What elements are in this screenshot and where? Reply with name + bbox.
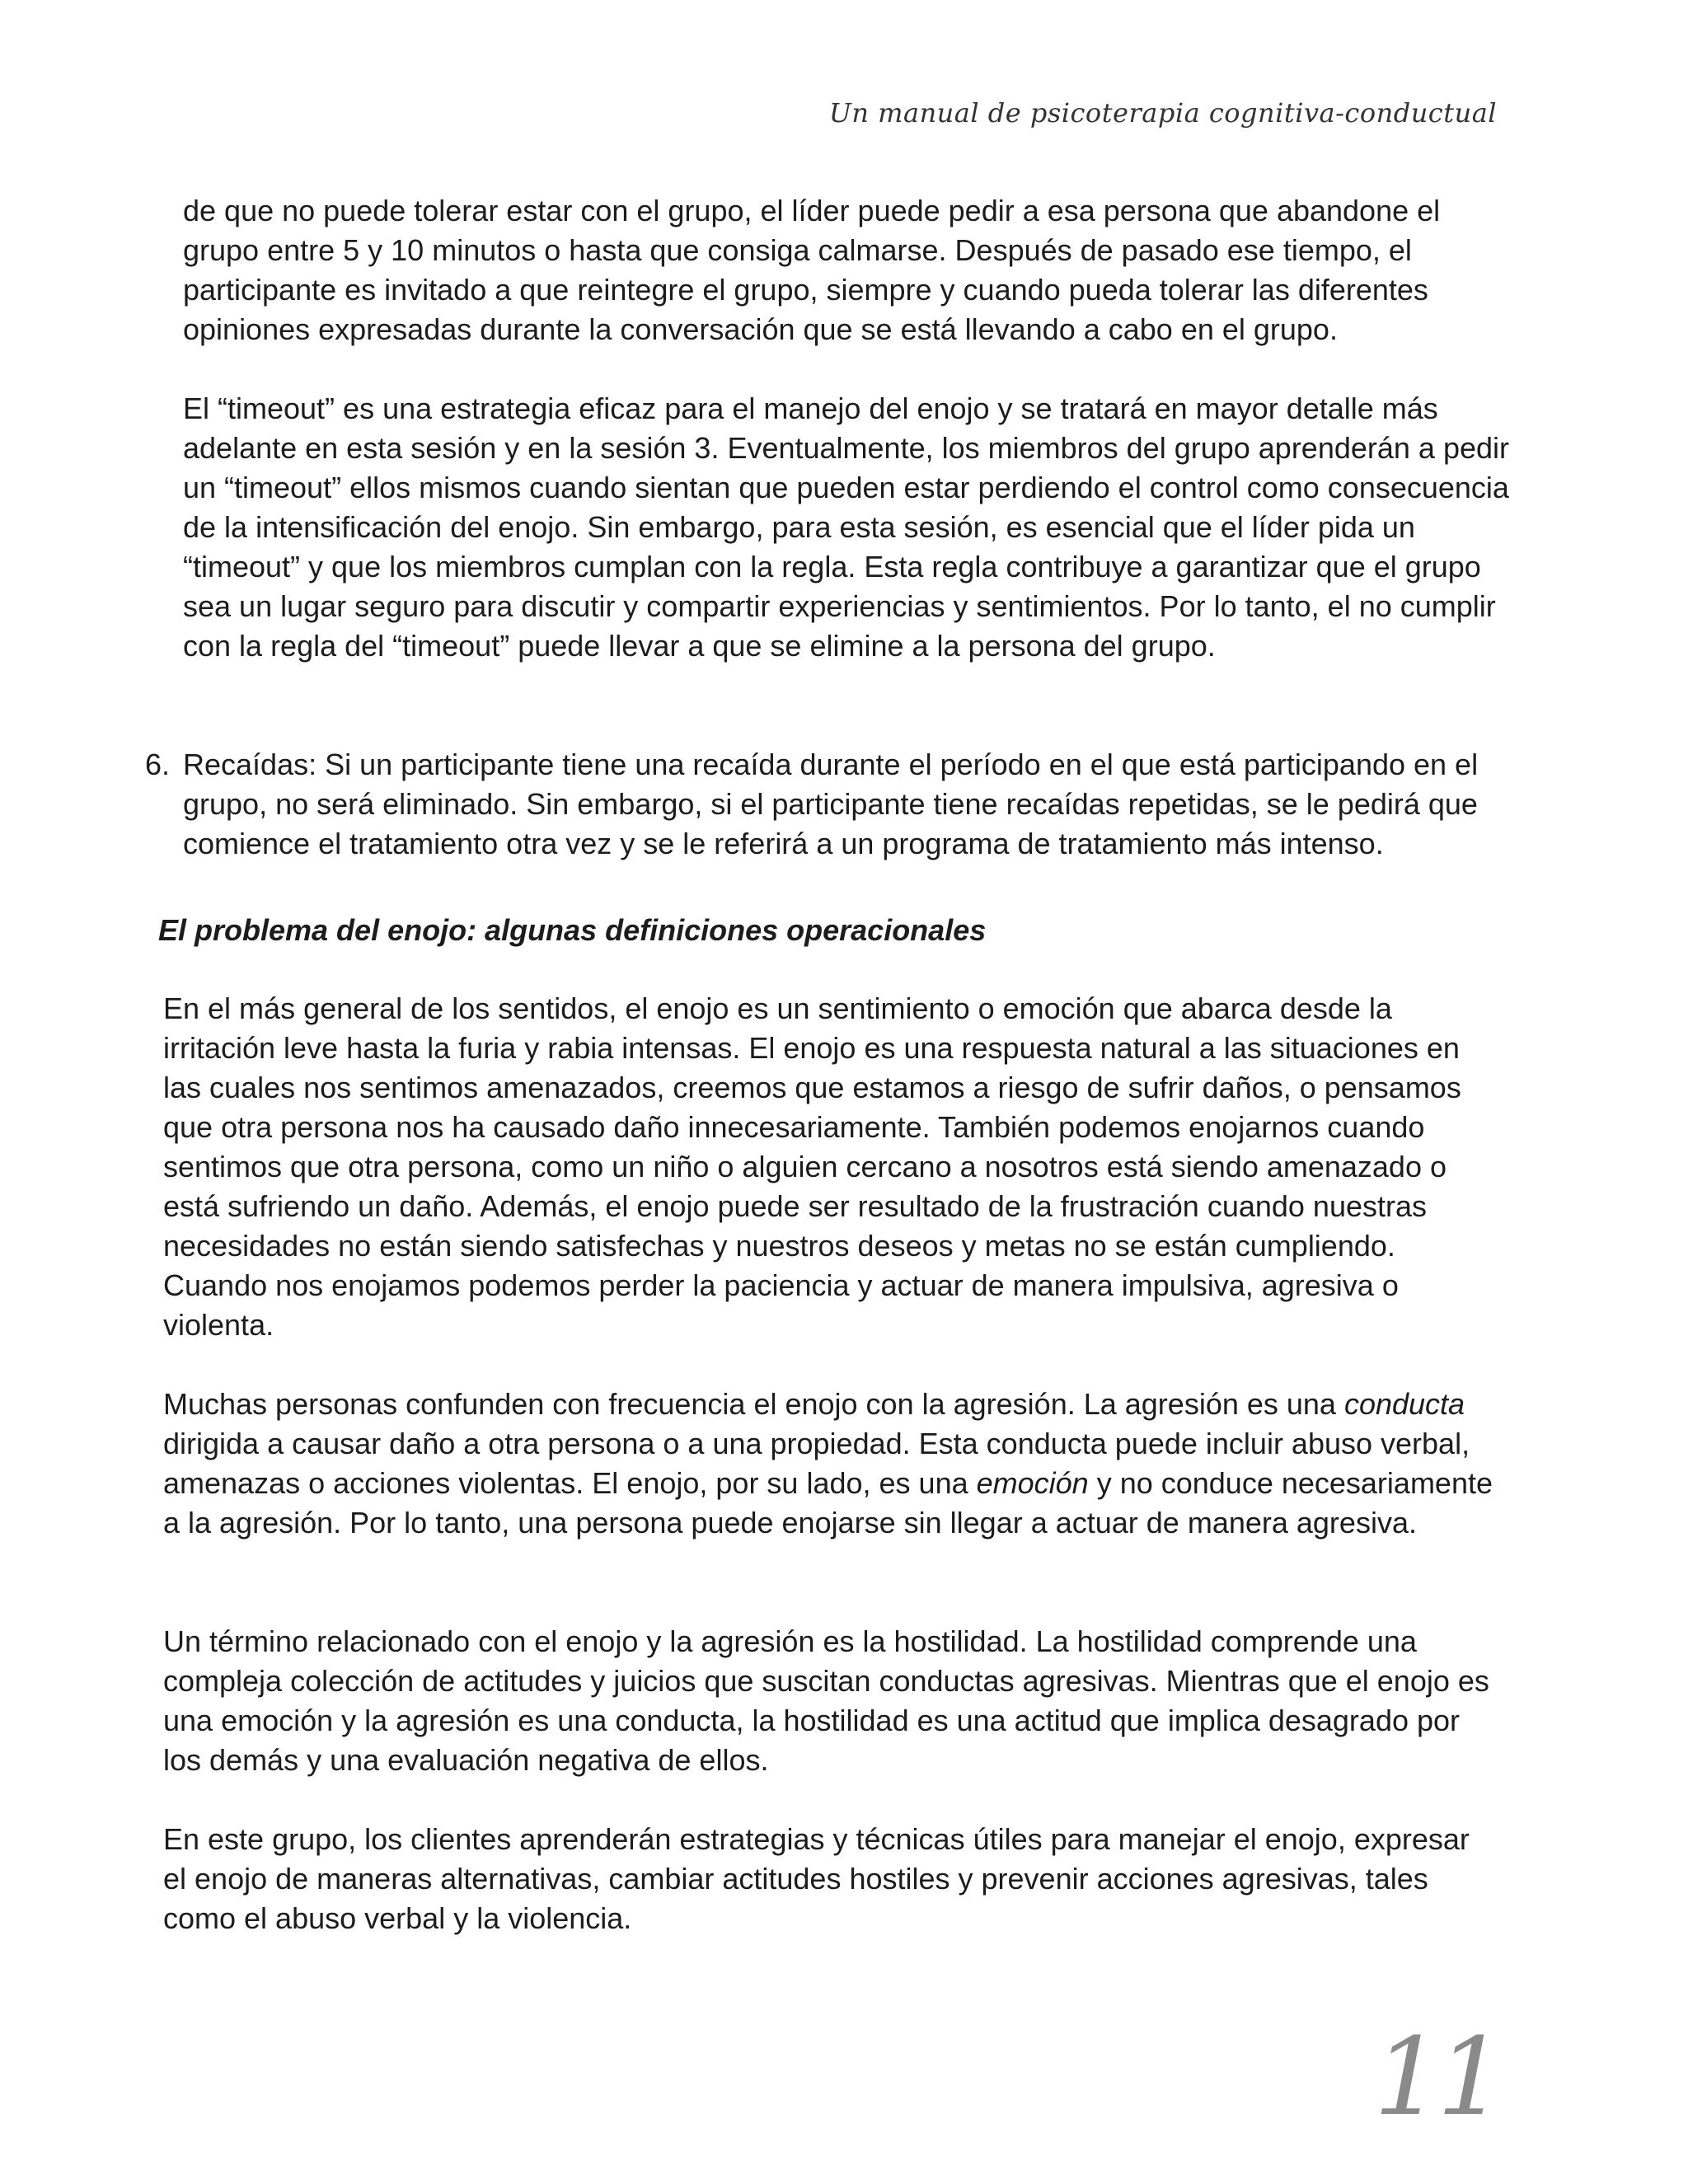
section-heading: El problema del enojo: algunas definiciones operacionales <box>158 913 987 947</box>
paragraph-group-goals: En este grupo, los clientes aprenderán estrategias y técnicas útiles para manejar el enojo, expresar el enojo de maneras alternativas, cambiar actitudes hostiles y prevenir acciones agresivas, tales como el abuso verbal y la violencia. <box>163 1822 1470 1935</box>
text-run: y no conduce necesariamente a la agresión. Por lo tanto, una persona puede enojarse sin llegar a actuar de manera agresiva. <box>163 1466 1493 1540</box>
list-item-number: 6. <box>145 748 171 781</box>
paragraph-anger-vs-aggression <box>163 1385 1498 1543</box>
emphasis-conducta: conducta <box>1343 1387 1465 1421</box>
paragraph-timeout-continuation: de que no puede tolerar estar con el grupo, el líder puede pedir a esa persona que abandone el grupo entre 5 y 10 minutos o hasta que consiga calmarse. Después de pasado ese tiempo, el participante es invitado a que reintegre el grupo, siempre y cuando pueda tolerar las diferentes opiniones expresadas durante la conversación que se está llevando a cabo en el grupo. <box>183 194 1441 346</box>
paragraph-hostility: Un término relacionado con el enojo y la agresión es la hostilidad. La hostilidad comprende una compleja colección de actitudes y juicios que suscitan conductas agresivas. Mientras que el enojo es una emoción y la agresión es una conducta, la hostilidad es una actitud que implica desagrado por los demás y una evaluación negativa de ellos. <box>163 1624 1489 1777</box>
list-item-recaidas: Recaídas: Si un participante tiene una recaída durante el período en el que está participando en el grupo, no será eliminado. Sin embargo, si el participante tiene recaídas repetidas, se le pedirá que comience el tratamiento otra vez y se le referirá a un programa de tratamiento más intenso. <box>183 748 1479 860</box>
page-number: 11 <box>1373 2014 1500 2139</box>
text-run: Muchas personas confunden con frecuencia el enojo con la agresión. La agresión es una <box>163 1387 1344 1421</box>
paragraph-timeout-strategy: El “timeout” es una estrategia eficaz para el manejo del enojo y se tratará en mayor detalle más adelante en esta sesión y en la sesión 3. Eventualmente, los miembros del grupo aprenderán a pedir un “timeout” ellos mismos cuando sientan que pueden estar perdiendo el control como consecuencia de la intensificación del enojo. Sin embargo, para esta sesión, es esencial que el líder pida un “timeout” y que los miembros cumplan con la regla. Esta regla contribuye a garantizar que el grupo sea un lugar seguro para discutir y compartir experiencias y sentimientos. Por lo tanto, el no cumplir con la regla del “timeout” puede llevar a que se elimine a la persona del grupo. <box>183 391 1509 663</box>
emphasis-emocion: emoción <box>976 1466 1089 1500</box>
paragraph-anger-definition: En el más general de los sentidos, el enojo es un sentimiento o emoción que abarca desde la irritación leve hasta la furia y rabia intensas. El enojo es una respuesta natural a las situaciones en las cuales nos sentimos amenazados, creemos que estamos a riesgo de sufrir daños, o pensamos que otra persona nos ha causado daño innecesariamente. También podemos enojarnos cuando sentimos que otra persona, como un niño o alguien cercano a nosotros está siendo amenazado o está sufriendo un daño. Además, el enojo puede ser resultado de la frustración cuando nuestras necesidades no están siendo satisfechas y nuestros deseos y metas no se están cumpliendo. Cuando nos enojamos podemos perder la paciencia y actuar de manera impulsiva, agresiva o violenta. <box>163 991 1461 1342</box>
running-header: Un manual de psicoterapia cognitiva-conductual <box>828 97 1497 129</box>
text-run: dirigida a causar daño a otra persona o a una propiedad. Esta conducta puede incluir abuso verbal, amenazas o acciones violentas. El enojo, por su lado, es una <box>163 1427 1470 1500</box>
